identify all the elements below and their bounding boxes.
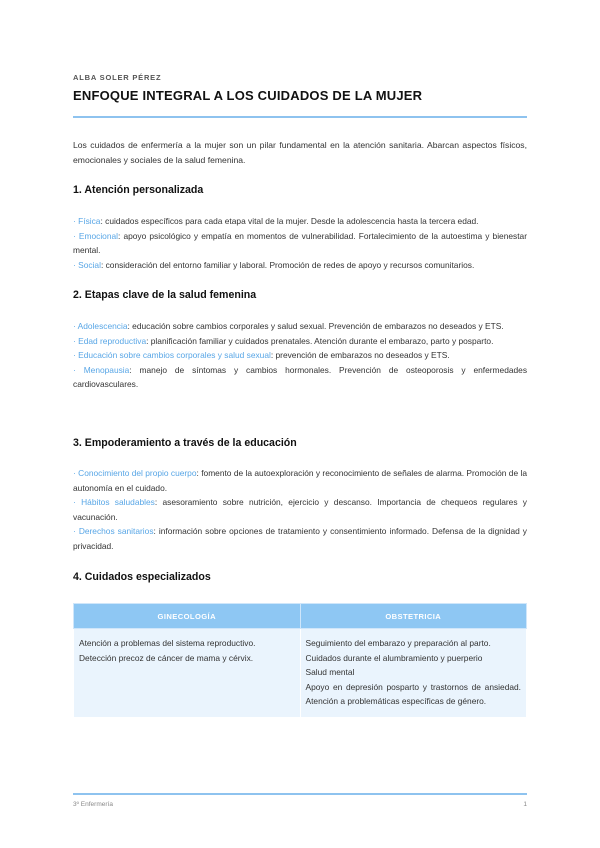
list-item: · Adolescencia: educación sobre cambios corporales y salud sexual. Prevención de embarazos no deseados y ETS. [73, 321, 504, 331]
bullet-icon: · [73, 335, 76, 346]
list-item: · Educación sobre cambios corporales y salud sexual: prevención de embarazos no deseados y ETS. [73, 350, 450, 360]
item-term: Edad reproductiva [78, 335, 147, 346]
list-item: · Derechos sanitarios: información sobre opciones de tratamiento y consentimiento informado. Defensa de la dignidad y privacidad. [73, 526, 527, 551]
list-item: · Menopausia: manejo de síntomas y cambios hormonales. Prevención de osteoporosis y enfermedades cardiovasculares. [73, 364, 528, 389]
bullet-icon: · [73, 526, 76, 536]
cell-line: Apoyo en depresión posparto y trastornos de ansiedad. Atención a problemáticas específicas de género. [305, 681, 521, 706]
item-text: cuidados específicos para cada etapa vital de la mujer. Desde la adolescencia hasta la tercera edad. [105, 216, 479, 226]
section-list-2 [73, 319, 527, 392]
bullet-icon: · [73, 468, 76, 478]
cell-line: Cuidados durante el alumbramiento y puerperio [305, 652, 483, 663]
list-item: · Social: consideración del entorno familiar y laboral. Promoción de redes de apoyo y recursos comunitarios. [73, 259, 475, 270]
list-item: · Conocimiento del propio cuerpo: fomento de la autoexploración y reconocimiento de señales de alarma. Promoción de la autonomía en el cuidado. [73, 468, 527, 493]
item-text: planificación familiar y cuidados prenatales. Atención durante el embarazo, parto y posparto. [150, 335, 494, 346]
bullet-icon: · [73, 497, 76, 507]
cell-line: Salud mental [305, 667, 355, 677]
table-header-gynecology: GINECOLOGÍA [74, 604, 301, 629]
section-heading-2: 2. Etapas clave de la salud femenina [73, 289, 257, 301]
footer-divider [73, 793, 527, 795]
item-term: Emocional [78, 230, 119, 241]
item-text: fomento de la autoexploración y reconocimiento de señales de alarma. Promoción de la autonomía en el cuidado. [73, 468, 527, 493]
item-term: Social [78, 259, 101, 270]
item-text: educación sobre cambios corporales y salud sexual. Prevención de embarazos no deseados y ETS. [132, 321, 504, 331]
bullet-icon: · [73, 259, 76, 270]
section-list-1 [73, 214, 527, 272]
section-list-3 [73, 466, 527, 553]
item-term: Adolescencia [77, 321, 128, 331]
item-text: información sobre opciones de tratamiento y consentimiento informado. Defensa de la dignidad y privacidad. [73, 526, 527, 551]
bullet-icon: · [73, 216, 76, 226]
title-divider [73, 116, 527, 118]
table-header-row [74, 604, 527, 629]
cell-line: Atención a problemas del sistema reproductivo. [79, 638, 256, 648]
table-cell-obstetrics [300, 629, 527, 718]
list-item: · Emocional: apoyo psicológico y empatía en momentos de vulnerabilidad. Fortalecimiento de la autoestima y bienestar mental. [73, 230, 527, 255]
bullet-icon: · [73, 321, 76, 331]
cell-line: Seguimiento del embarazo y preparación al parto. [305, 638, 491, 648]
item-term: Conocimiento del propio cuerpo [78, 468, 197, 478]
item-text: consideración del entorno familiar y laboral. Promoción de redes de apoyo y recursos comunitarios. [105, 259, 475, 270]
intro-paragraph: Los cuidados de enfermería a la mujer son un pilar fundamental en la atención sanitaria. Abarcan aspectos físicos, emocionales y sociales de la salud femenina. [73, 140, 527, 165]
item-term: Menopausia [83, 364, 130, 375]
item-text: apoyo psicológico y empatía en momentos de vulnerabilidad. Fortalecimiento de la autoestima y bienestar mental. [73, 230, 527, 255]
bullet-icon: · [73, 350, 76, 360]
item-text: asesoramiento sobre nutrición, ejercicio y descanso. Importancia de chequeos regulares y vacunación. [73, 497, 527, 522]
item-term: Educación sobre cambios corporales y salud sexual [78, 350, 271, 360]
item-term: Derechos sanitarios [78, 526, 154, 536]
item-term: Física [78, 216, 101, 226]
cell-line: Detección precoz de cáncer de mama y cérvix. [79, 652, 254, 663]
list-item: · Edad reproductiva: planificación familiar y cuidados prenatales. Atención durante el embarazo, parto y posparto. [73, 335, 494, 346]
footer-course: 3º Enfermería [73, 801, 113, 808]
table-cell-gynecology [74, 629, 301, 718]
list-item: · Física: cuidados específicos para cada etapa vital de la mujer. Desde la adolescencia hasta la tercera edad. [73, 216, 479, 226]
item-text: prevención de embarazos no deseados y ETS. [275, 350, 450, 360]
bullet-icon: · [73, 230, 76, 241]
document-title: ENFOQUE INTEGRAL A LOS CUIDADOS DE LA MUJER [73, 88, 423, 103]
table-header-obstetrics: OBSTETRICIA [300, 604, 527, 629]
section-heading-3: 3. Empoderamiento a través de la educación [73, 437, 297, 449]
list-item: · Hábitos saludables: asesoramiento sobre nutrición, ejercicio y descanso. Importancia de chequeos regulares y vacunación. [73, 497, 527, 522]
section-heading-4: 4. Cuidados especializados [73, 571, 211, 583]
page-number: 1 [523, 801, 527, 808]
bullet-icon: · [73, 364, 76, 375]
specialized-care-table [73, 603, 527, 718]
item-text: manejo de síntomas y cambios hormonales. Prevención de osteoporosis y enfermedades cardiovasculares. [73, 364, 528, 389]
author-name: ALBA SOLER PÉREZ [73, 73, 162, 82]
section-heading-1: 1. Atención personalizada [73, 184, 204, 196]
item-term: Hábitos saludables [81, 497, 155, 507]
table-row [74, 629, 527, 718]
